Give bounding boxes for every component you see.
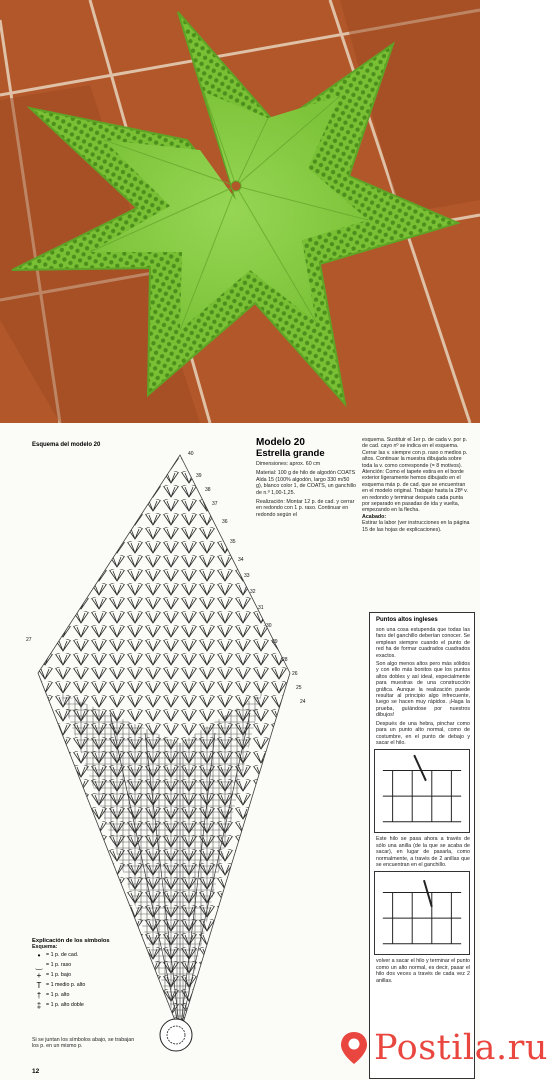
watermark-text: Postila.ru	[374, 1028, 548, 1068]
chain-symbol-icon: •	[37, 950, 41, 960]
page-number: 12	[32, 1068, 40, 1075]
double-crochet-symbol-icon: †	[36, 990, 42, 1000]
row-number: 27	[26, 637, 32, 643]
technique-sketch-1	[374, 749, 470, 833]
technique-box	[369, 612, 475, 1079]
legend-item: • = 1 p. de cad.	[32, 950, 172, 960]
row-number: 31	[258, 605, 264, 611]
row-number: 36	[222, 519, 228, 525]
doily-photo	[0, 0, 480, 423]
technique-sketch-2	[374, 871, 470, 955]
legend-item: + = 1 p. bajo	[32, 970, 172, 980]
model-material: Material: 100 g de hilo de algodón COATS Alda 15 (100% algodón, largo 330 m/50 g), blanco color 1, de COATS, un ganchillo de n.º 1,00-1,25.	[256, 470, 357, 496]
model-realization: Realización: Montar 12 p. de cad. y cerrar en redondo con 1 p. raso. Continuar en redondo según el	[256, 499, 355, 518]
row-number: 38	[205, 487, 211, 493]
technique-paragraph: Este hilo se pasa ahora a través de sólo una anilla (de la que se acaba de sacar), en lugar de pasarla, como normalmente, a través de 2 anillas que se encuentran en el ganchillo.	[376, 836, 470, 868]
diagram-title: Esquema del modelo 20	[32, 442, 101, 448]
row-number: 25	[296, 685, 302, 691]
row-number: 35	[230, 539, 236, 545]
legend-item: ‿ = 1 p. raso	[32, 960, 172, 970]
legend-item: † = 1 p. alto	[32, 990, 172, 1000]
legend-item: T = 1 medio p. alto	[32, 980, 172, 990]
model-title: Modelo 20	[256, 437, 305, 448]
treble-crochet-symbol-icon: ‡	[36, 1000, 42, 1010]
row-number: 30	[266, 623, 272, 629]
model-subtitle: Estrella grande	[256, 448, 325, 459]
legend-note: Si se juntan los símbolos abajo, se trabajan los p. en un mismo p.	[32, 1037, 135, 1050]
row-number: 26	[292, 671, 298, 677]
row-number: 32	[250, 589, 256, 595]
pattern-page	[0, 423, 480, 1080]
technique-paragraph: volver a sacar el hilo y terminar el punto como un alto normal, es decir, pasar el hilo dos veces a través de cada vez 2 anillas.	[376, 958, 470, 984]
instructions-text: esquema. Sustituir el 1er p. de cada v. por p. de cad. cayo nº se indica en el esquema. Cerrar las v. siempre con p. raso o medios p. altos. Continuar la muestra dibujada sobre toda la v. como corresponde (= 8 motivos). Atención: Como el tapete estira en el borde exterior ligeramente hemos dibujado en el esquema más p. de cad. que se encuentran en el modelo original. Trabajar hasta la 28ª v. en redondo y terminar después cada punta por separado en pasadas de ida y vuelta, empezando en la flecha.	[362, 437, 468, 514]
row-number: 33	[244, 573, 250, 579]
row-number: 29	[272, 639, 278, 645]
model-info	[256, 437, 356, 521]
technique-title: Puntos altos ingleses	[376, 617, 438, 623]
half-double-symbol-icon: T	[36, 980, 42, 990]
legend-title: Explicación de los símbolos	[32, 938, 110, 944]
technique-paragraph: Son algo menos altos pero más sólidos y con ello más bonitos que los puntos altos dobles y así ideal, especialmente para muestras de una construcción gráfica. Aunque la realización puede resultar al principio algo infrecuente, luego se hacen muy rápidos. ¡Haga la prueba, guíándose por nuestros dibujos!	[376, 661, 470, 719]
symbols-legend	[32, 938, 172, 1010]
row-number: 28	[282, 657, 288, 663]
legend-subtitle: Esquema:	[32, 944, 58, 950]
slip-stitch-symbol-icon: ‿	[35, 960, 43, 970]
legend-item: ‡ = 1 p. alto doble	[32, 1000, 172, 1010]
instructions-column	[362, 437, 472, 533]
pin-logo-icon	[340, 1031, 368, 1065]
center-ring	[160, 1019, 192, 1051]
watermark	[340, 1028, 548, 1068]
finish-title: Acabado:	[362, 513, 387, 520]
finish-text: Estirar la labor (ver instrucciones en la página 15 de las hojas de explicaciones).	[362, 520, 470, 533]
row-number: 37	[212, 501, 218, 507]
row-number: 40	[188, 451, 194, 457]
model-dimensions: Dimensiones: aprox. 60 cm	[256, 461, 321, 467]
row-number: 34	[238, 557, 244, 563]
star-doily-image	[0, 0, 480, 423]
technique-paragraph: son una cosa estupenda que todas las fans del ganchillo deberían conocer. Se emplean siempre cuando el punto de red ha de formar cuadrados cuadrados exactos.	[376, 627, 470, 659]
row-number: 39	[196, 473, 202, 479]
single-crochet-symbol-icon: +	[36, 970, 42, 980]
technique-paragraph: Después de una hebra, pinchar como para un punto alto normal, como de costumbre, en el punto de debajo y sacar el hilo.	[376, 720, 470, 746]
row-number: 24	[300, 699, 306, 705]
